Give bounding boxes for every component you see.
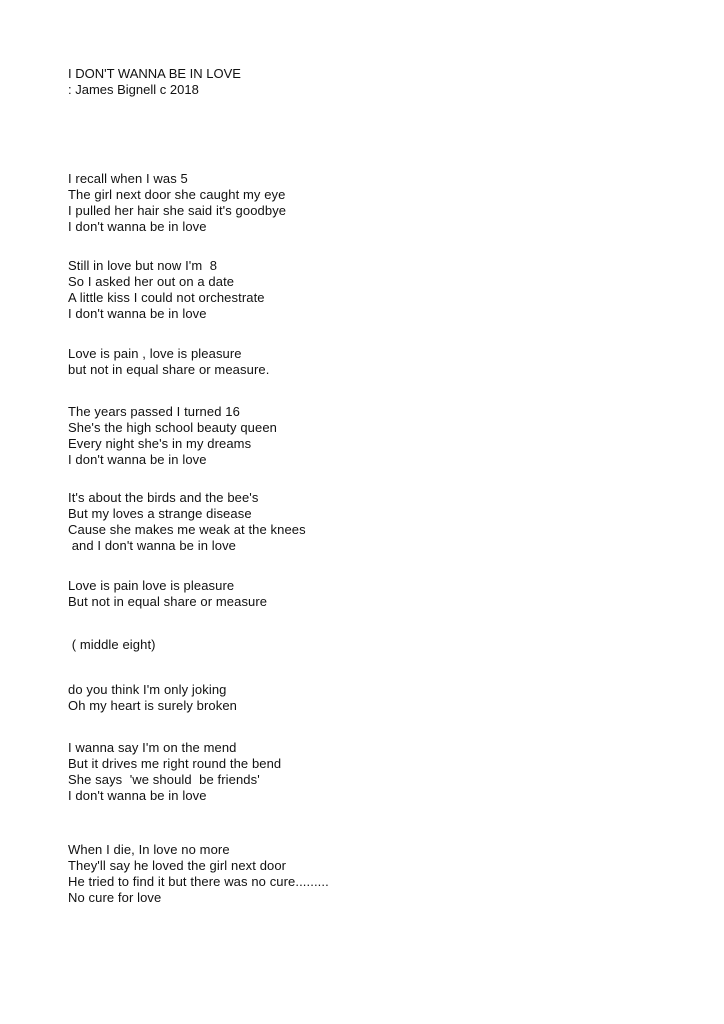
stanza-line: When I die, In love no more [68, 842, 230, 857]
stanza-line: He tried to find it but there was no cure......... [68, 874, 329, 889]
stanza-line: It's about the birds and the bee's [68, 490, 259, 505]
song-title: I DON'T WANNA BE IN LOVE [68, 66, 241, 81]
stanza-line: I don't wanna be in love [68, 788, 207, 803]
stanza-6 [68, 578, 267, 610]
stanza-line: But my loves a strange disease [68, 506, 252, 521]
stanza-line: She's the high school beauty queen [68, 420, 277, 435]
stanza-line: I don't wanna be in love [68, 452, 207, 467]
stanza-line: do you think I'm only joking [68, 682, 227, 697]
stanza-line: Still in love but now I'm 8 [68, 258, 218, 273]
stanza-line: ( middle eight) [68, 637, 156, 652]
stanza-line: I pulled her hair she said it's goodbye [68, 203, 287, 218]
stanza-line: But not in equal share or measure [68, 594, 268, 609]
stanza-line: but not in equal share or measure. [68, 362, 270, 377]
stanza-9 [68, 740, 281, 804]
stanza-line: Love is pain , love is pleasure [68, 346, 242, 361]
stanza-line: A little kiss I could not orchestrate [68, 290, 265, 305]
stanza-3 [68, 346, 269, 378]
stanza-line: She says 'we should be friends' [68, 772, 260, 787]
stanza-line: I wanna say I'm on the mend [68, 740, 237, 755]
stanza-line: Oh my heart is surely broken [68, 698, 237, 713]
stanza-line: No cure for love [68, 890, 162, 905]
stanza-7 [68, 637, 156, 653]
stanza-line: I don't wanna be in love [68, 219, 207, 234]
stanza-line: So I asked her out on a date [68, 274, 235, 289]
stanza-line: They'll say he loved the girl next door [68, 858, 287, 873]
stanza-line: Every night she's in my dreams [68, 436, 252, 451]
author-byline: : James Bignell c 2018 [68, 82, 199, 97]
stanza-5 [68, 490, 306, 554]
title-block [68, 66, 241, 98]
stanza-line: I recall when I was 5 [68, 171, 188, 186]
stanza-line: Cause she makes me weak at the knees [68, 522, 306, 537]
stanza-line: I don't wanna be in love [68, 306, 207, 321]
stanza-line: Love is pain love is pleasure [68, 578, 235, 593]
stanza-10 [68, 842, 329, 906]
stanza-line: and I don't wanna be in love [68, 538, 237, 553]
stanza-2 [68, 258, 265, 322]
stanza-1 [68, 171, 286, 235]
stanza-8 [68, 682, 237, 714]
stanza-line: But it drives me right round the bend [68, 756, 282, 771]
stanza-line: The girl next door she caught my eye [68, 187, 286, 202]
stanza-4 [68, 404, 277, 468]
stanza-line: The years passed I turned 16 [68, 404, 240, 419]
